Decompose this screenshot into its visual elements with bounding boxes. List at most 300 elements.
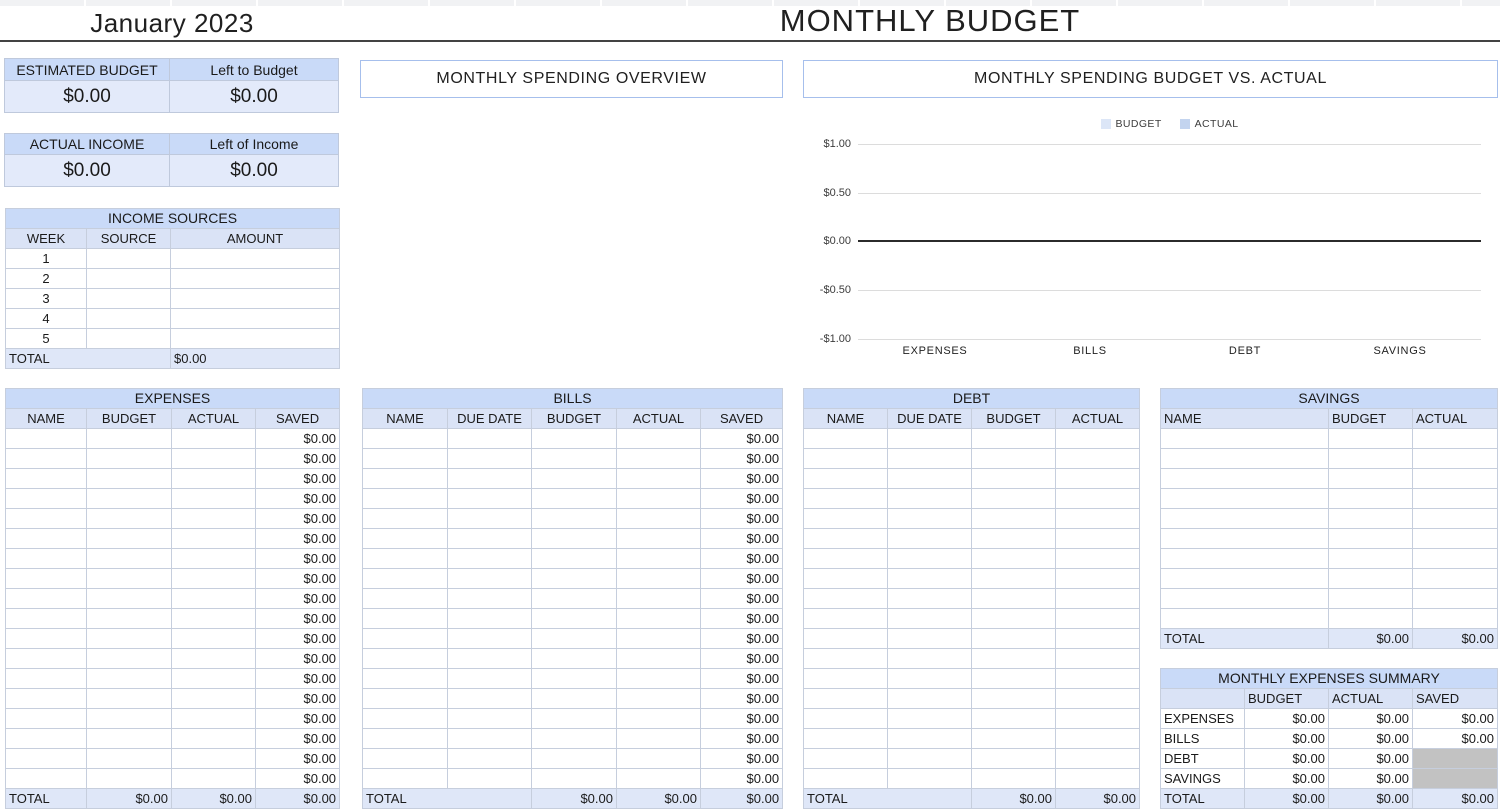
expenses-cell[interactable] <box>172 749 256 769</box>
bills-cell[interactable]: $0.00 <box>701 669 783 689</box>
expenses-cell[interactable] <box>172 709 256 729</box>
debt-cell[interactable] <box>888 629 972 649</box>
expenses-cell[interactable]: $0.00 <box>256 709 340 729</box>
left-of-income-value[interactable]: $0.00 <box>169 154 339 187</box>
bills-cell[interactable] <box>532 489 617 509</box>
bills-cell[interactable] <box>448 449 532 469</box>
bills-cell[interactable] <box>532 709 617 729</box>
income_sources-cell[interactable] <box>87 249 171 269</box>
summary-cell[interactable] <box>1413 769 1498 789</box>
debt-cell[interactable] <box>1056 489 1140 509</box>
bills-total-value[interactable]: $0.00 <box>617 789 701 809</box>
income_sources-cell[interactable] <box>87 269 171 289</box>
debt-cell[interactable] <box>888 649 972 669</box>
income_sources-cell[interactable]: 4 <box>6 309 87 329</box>
bills-cell[interactable] <box>363 549 448 569</box>
bills-cell[interactable] <box>532 629 617 649</box>
bills-cell[interactable] <box>363 769 448 789</box>
savings-cell[interactable] <box>1161 449 1329 469</box>
bills-cell[interactable] <box>532 769 617 789</box>
debt-cell[interactable] <box>888 729 972 749</box>
income_sources-cell[interactable] <box>171 269 340 289</box>
bills-cell[interactable] <box>363 589 448 609</box>
expenses-cell[interactable]: $0.00 <box>256 549 340 569</box>
debt-cell[interactable] <box>972 529 1056 549</box>
debt-cell[interactable] <box>804 749 888 769</box>
debt-cell[interactable] <box>972 509 1056 529</box>
bills-cell[interactable] <box>363 729 448 749</box>
debt-cell[interactable] <box>1056 769 1140 789</box>
income_sources-cell[interactable] <box>87 329 171 349</box>
bills-cell[interactable] <box>448 469 532 489</box>
debt-cell[interactable] <box>888 609 972 629</box>
bills-cell[interactable] <box>532 549 617 569</box>
debt-cell[interactable] <box>972 569 1056 589</box>
debt-cell[interactable] <box>972 709 1056 729</box>
expenses-cell[interactable] <box>6 669 87 689</box>
savings-cell[interactable] <box>1161 569 1329 589</box>
summary-cell[interactable]: EXPENSES <box>1161 709 1245 729</box>
bills-cell[interactable] <box>617 629 701 649</box>
expenses-cell[interactable] <box>172 629 256 649</box>
expenses-cell[interactable] <box>172 509 256 529</box>
bills-cell[interactable] <box>532 449 617 469</box>
savings-cell[interactable] <box>1329 589 1413 609</box>
savings-cell[interactable] <box>1329 469 1413 489</box>
expenses-cell[interactable] <box>6 629 87 649</box>
debt-cell[interactable] <box>888 529 972 549</box>
bills-cell[interactable] <box>617 669 701 689</box>
bills-cell[interactable] <box>532 749 617 769</box>
bills-cell[interactable] <box>617 649 701 669</box>
debt-total-value[interactable]: $0.00 <box>972 789 1056 809</box>
bills-cell[interactable] <box>363 449 448 469</box>
income_sources-cell[interactable]: 3 <box>6 289 87 309</box>
bills-cell[interactable] <box>617 509 701 529</box>
bills-cell[interactable] <box>448 649 532 669</box>
expenses-cell[interactable] <box>6 469 87 489</box>
debt-cell[interactable] <box>804 569 888 589</box>
bills-cell[interactable]: $0.00 <box>701 609 783 629</box>
expenses-cell[interactable]: $0.00 <box>256 489 340 509</box>
summary-cell[interactable]: BILLS <box>1161 729 1245 749</box>
expenses-cell[interactable] <box>172 489 256 509</box>
bills-cell[interactable]: $0.00 <box>701 749 783 769</box>
debt-cell[interactable] <box>804 589 888 609</box>
bills-cell[interactable] <box>363 509 448 529</box>
income_sources-cell[interactable] <box>171 329 340 349</box>
expenses-cell[interactable]: $0.00 <box>256 469 340 489</box>
debt-cell[interactable] <box>1056 589 1140 609</box>
bills-cell[interactable] <box>363 489 448 509</box>
bills-cell[interactable] <box>617 769 701 789</box>
bills-cell[interactable] <box>617 469 701 489</box>
expenses-total-value[interactable]: $0.00 <box>256 789 340 809</box>
income_sources-cell[interactable] <box>87 289 171 309</box>
savings-cell[interactable] <box>1413 429 1498 449</box>
expenses-cell[interactable] <box>6 489 87 509</box>
savings-cell[interactable] <box>1413 549 1498 569</box>
savings-cell[interactable] <box>1329 569 1413 589</box>
expenses-cell[interactable] <box>6 729 87 749</box>
debt-cell[interactable] <box>972 629 1056 649</box>
expenses-cell[interactable]: $0.00 <box>256 689 340 709</box>
expenses-cell[interactable] <box>87 729 172 749</box>
summary-cell[interactable]: $0.00 <box>1329 729 1413 749</box>
debt-cell[interactable] <box>1056 749 1140 769</box>
expenses-cell[interactable] <box>87 509 172 529</box>
bills-cell[interactable]: $0.00 <box>701 689 783 709</box>
expenses-total-value[interactable]: $0.00 <box>87 789 172 809</box>
bills-cell[interactable] <box>363 649 448 669</box>
debt-cell[interactable] <box>972 489 1056 509</box>
summary-cell[interactable]: $0.00 <box>1245 749 1329 769</box>
expenses-cell[interactable] <box>172 589 256 609</box>
expenses-cell[interactable]: $0.00 <box>256 589 340 609</box>
debt-cell[interactable] <box>972 669 1056 689</box>
bills-cell[interactable]: $0.00 <box>701 549 783 569</box>
debt-cell[interactable] <box>1056 729 1140 749</box>
expenses-cell[interactable] <box>172 649 256 669</box>
expenses-cell[interactable]: $0.00 <box>256 749 340 769</box>
debt-cell[interactable] <box>804 509 888 529</box>
debt-cell[interactable] <box>804 769 888 789</box>
expenses-cell[interactable] <box>6 529 87 549</box>
expenses-cell[interactable] <box>87 709 172 729</box>
debt-cell[interactable] <box>804 549 888 569</box>
bills-cell[interactable] <box>532 529 617 549</box>
bills-cell[interactable] <box>363 569 448 589</box>
expenses-cell[interactable]: $0.00 <box>256 429 340 449</box>
debt-cell[interactable] <box>1056 569 1140 589</box>
bills-cell[interactable] <box>448 549 532 569</box>
debt-cell[interactable] <box>888 669 972 689</box>
expenses-cell[interactable]: $0.00 <box>256 449 340 469</box>
bills-cell[interactable] <box>617 549 701 569</box>
bills-cell[interactable] <box>532 569 617 589</box>
expenses-cell[interactable]: $0.00 <box>256 629 340 649</box>
debt-cell[interactable] <box>888 689 972 709</box>
estimated-budget-value[interactable]: $0.00 <box>4 80 170 113</box>
debt-cell[interactable] <box>1056 509 1140 529</box>
savings-cell[interactable] <box>1329 529 1413 549</box>
expenses-cell[interactable]: $0.00 <box>256 569 340 589</box>
summary-cell[interactable]: $0.00 <box>1245 729 1329 749</box>
expenses-cell[interactable] <box>172 669 256 689</box>
bills-cell[interactable] <box>363 629 448 649</box>
bills-cell[interactable] <box>363 669 448 689</box>
expenses-cell[interactable]: $0.00 <box>256 609 340 629</box>
income_sources-cell[interactable]: 5 <box>6 329 87 349</box>
savings-total-value[interactable]: $0.00 <box>1329 629 1413 649</box>
savings-cell[interactable] <box>1329 549 1413 569</box>
debt-cell[interactable] <box>804 649 888 669</box>
bills-cell[interactable] <box>448 569 532 589</box>
debt-cell[interactable] <box>1056 689 1140 709</box>
expenses-cell[interactable] <box>172 769 256 789</box>
debt-cell[interactable] <box>1056 649 1140 669</box>
debt-cell[interactable] <box>888 589 972 609</box>
savings-cell[interactable] <box>1161 609 1329 629</box>
bills-cell[interactable] <box>363 709 448 729</box>
bills-cell[interactable]: $0.00 <box>701 769 783 789</box>
bills-cell[interactable] <box>532 469 617 489</box>
savings-cell[interactable] <box>1161 489 1329 509</box>
bills-cell[interactable] <box>448 669 532 689</box>
debt-cell[interactable] <box>972 729 1056 749</box>
debt-cell[interactable] <box>888 449 972 469</box>
debt-cell[interactable] <box>804 689 888 709</box>
expenses-cell[interactable] <box>87 549 172 569</box>
bills-cell[interactable]: $0.00 <box>701 469 783 489</box>
savings-cell[interactable] <box>1413 589 1498 609</box>
savings-cell[interactable] <box>1413 569 1498 589</box>
debt-cell[interactable] <box>1056 549 1140 569</box>
expenses-cell[interactable] <box>87 629 172 649</box>
expenses-cell[interactable] <box>172 429 256 449</box>
debt-cell[interactable] <box>804 709 888 729</box>
expenses-cell[interactable] <box>6 649 87 669</box>
savings-cell[interactable] <box>1413 469 1498 489</box>
savings-cell[interactable] <box>1161 469 1329 489</box>
debt-cell[interactable] <box>888 489 972 509</box>
expenses-cell[interactable] <box>6 749 87 769</box>
savings-cell[interactable] <box>1161 429 1329 449</box>
debt-cell[interactable] <box>804 429 888 449</box>
bills-cell[interactable] <box>363 529 448 549</box>
bills-cell[interactable] <box>448 489 532 509</box>
debt-cell[interactable] <box>888 469 972 489</box>
bills-cell[interactable] <box>448 709 532 729</box>
expenses-cell[interactable]: $0.00 <box>256 769 340 789</box>
bills-total-value[interactable]: $0.00 <box>701 789 783 809</box>
bills-cell[interactable] <box>617 709 701 729</box>
bills-cell[interactable] <box>617 729 701 749</box>
bills-cell[interactable] <box>448 529 532 549</box>
expenses-cell[interactable] <box>87 569 172 589</box>
debt-cell[interactable] <box>888 549 972 569</box>
bills-cell[interactable] <box>617 449 701 469</box>
expenses-cell[interactable] <box>6 509 87 529</box>
bills-cell[interactable] <box>363 469 448 489</box>
expenses-cell[interactable] <box>172 569 256 589</box>
savings-cell[interactable] <box>1413 449 1498 469</box>
savings-cell[interactable] <box>1329 489 1413 509</box>
bills-cell[interactable] <box>532 609 617 629</box>
income_sources-cell[interactable]: 2 <box>6 269 87 289</box>
expenses-cell[interactable] <box>87 589 172 609</box>
bills-cell[interactable] <box>448 769 532 789</box>
bills-cell[interactable]: $0.00 <box>701 649 783 669</box>
bills-cell[interactable] <box>448 629 532 649</box>
expenses-cell[interactable]: $0.00 <box>256 529 340 549</box>
bills-cell[interactable] <box>617 749 701 769</box>
bills-cell[interactable] <box>532 649 617 669</box>
actual-income-value[interactable]: $0.00 <box>4 154 170 187</box>
summary-cell[interactable]: $0.00 <box>1329 749 1413 769</box>
summary-cell[interactable]: $0.00 <box>1245 709 1329 729</box>
expenses-cell[interactable] <box>87 669 172 689</box>
bills-cell[interactable]: $0.00 <box>701 529 783 549</box>
expenses-cell[interactable] <box>87 769 172 789</box>
bills-cell[interactable] <box>532 589 617 609</box>
debt-cell[interactable] <box>804 489 888 509</box>
summary-cell[interactable]: $0.00 <box>1329 709 1413 729</box>
savings-cell[interactable] <box>1413 509 1498 529</box>
summary-cell[interactable]: $0.00 <box>1245 769 1329 789</box>
debt-cell[interactable] <box>804 669 888 689</box>
debt-cell[interactable] <box>804 529 888 549</box>
bills-cell[interactable] <box>363 689 448 709</box>
bills-cell[interactable] <box>448 429 532 449</box>
savings-cell[interactable] <box>1161 529 1329 549</box>
debt-cell[interactable] <box>804 729 888 749</box>
income_sources-cell[interactable]: 1 <box>6 249 87 269</box>
summary-cell[interactable]: $0.00 <box>1329 769 1413 789</box>
expenses-cell[interactable] <box>6 449 87 469</box>
debt-cell[interactable] <box>972 649 1056 669</box>
bills-cell[interactable] <box>617 569 701 589</box>
bills-cell[interactable] <box>617 689 701 709</box>
summary-cell[interactable]: $0.00 <box>1413 709 1498 729</box>
savings-cell[interactable] <box>1161 509 1329 529</box>
expenses-cell[interactable] <box>172 449 256 469</box>
expenses-cell[interactable] <box>87 749 172 769</box>
bills-cell[interactable] <box>448 509 532 529</box>
debt-cell[interactable] <box>888 749 972 769</box>
savings-cell[interactable] <box>1329 509 1413 529</box>
expenses-cell[interactable] <box>172 729 256 749</box>
bills-cell[interactable] <box>448 689 532 709</box>
expenses-cell[interactable] <box>6 609 87 629</box>
debt-cell[interactable] <box>1056 629 1140 649</box>
debt-cell[interactable] <box>804 469 888 489</box>
savings-total-value[interactable]: $0.00 <box>1413 629 1498 649</box>
summary-total-value[interactable]: $0.00 <box>1329 789 1413 809</box>
bills-cell[interactable] <box>617 589 701 609</box>
debt-cell[interactable] <box>1056 429 1140 449</box>
debt-cell[interactable] <box>888 569 972 589</box>
expenses-cell[interactable] <box>172 609 256 629</box>
expenses-total-value[interactable]: $0.00 <box>172 789 256 809</box>
summary-cell[interactable]: DEBT <box>1161 749 1245 769</box>
debt-cell[interactable] <box>1056 529 1140 549</box>
bills-cell[interactable] <box>363 749 448 769</box>
debt-cell[interactable] <box>972 429 1056 449</box>
bills-cell[interactable] <box>448 749 532 769</box>
debt-cell[interactable] <box>972 449 1056 469</box>
bills-cell[interactable]: $0.00 <box>701 449 783 469</box>
bills-cell[interactable] <box>532 729 617 749</box>
savings-cell[interactable] <box>1413 609 1498 629</box>
debt-cell[interactable] <box>1056 669 1140 689</box>
bills-cell[interactable] <box>448 589 532 609</box>
bills-cell[interactable] <box>617 609 701 629</box>
income_sources-cell[interactable] <box>171 309 340 329</box>
bills-cell[interactable] <box>617 489 701 509</box>
bills-cell[interactable] <box>617 529 701 549</box>
summary-cell[interactable]: $0.00 <box>1413 729 1498 749</box>
debt-cell[interactable] <box>972 469 1056 489</box>
savings-cell[interactable] <box>1413 529 1498 549</box>
expenses-cell[interactable] <box>87 529 172 549</box>
debt-cell[interactable] <box>804 609 888 629</box>
expenses-cell[interactable] <box>6 569 87 589</box>
debt-cell[interactable] <box>972 769 1056 789</box>
savings-cell[interactable] <box>1329 429 1413 449</box>
bills-cell[interactable]: $0.00 <box>701 629 783 649</box>
bills-cell[interactable]: $0.00 <box>701 729 783 749</box>
debt-cell[interactable] <box>1056 709 1140 729</box>
bills-cell[interactable]: $0.00 <box>701 569 783 589</box>
bills-cell[interactable]: $0.00 <box>701 509 783 529</box>
expenses-cell[interactable] <box>172 549 256 569</box>
debt-cell[interactable] <box>888 509 972 529</box>
debt-cell[interactable] <box>1056 609 1140 629</box>
expenses-cell[interactable] <box>87 689 172 709</box>
bills-cell[interactable]: $0.00 <box>701 589 783 609</box>
summary-total-value[interactable]: $0.00 <box>1245 789 1329 809</box>
expenses-cell[interactable] <box>87 609 172 629</box>
expenses-cell[interactable] <box>87 449 172 469</box>
bills-cell[interactable] <box>617 429 701 449</box>
debt-cell[interactable] <box>888 429 972 449</box>
debt-cell[interactable] <box>972 609 1056 629</box>
expenses-cell[interactable] <box>172 469 256 489</box>
expenses-cell[interactable]: $0.00 <box>256 509 340 529</box>
left-to-budget-value[interactable]: $0.00 <box>169 80 339 113</box>
bills-cell[interactable]: $0.00 <box>701 429 783 449</box>
bills-cell[interactable]: $0.00 <box>701 709 783 729</box>
debt-cell[interactable] <box>804 629 888 649</box>
bills-cell[interactable] <box>448 609 532 629</box>
expenses-cell[interactable]: $0.00 <box>256 729 340 749</box>
expenses-cell[interactable] <box>6 589 87 609</box>
expenses-cell[interactable] <box>172 689 256 709</box>
expenses-cell[interactable] <box>6 709 87 729</box>
bills-cell[interactable] <box>448 729 532 749</box>
summary-total-value[interactable]: $0.00 <box>1413 789 1498 809</box>
bills-cell[interactable] <box>532 669 617 689</box>
expenses-cell[interactable] <box>87 489 172 509</box>
expenses-cell[interactable] <box>87 649 172 669</box>
debt-cell[interactable] <box>972 689 1056 709</box>
savings-cell[interactable] <box>1161 589 1329 609</box>
bills-cell[interactable] <box>532 509 617 529</box>
debt-cell[interactable] <box>972 589 1056 609</box>
savings-cell[interactable] <box>1161 549 1329 569</box>
debt-cell[interactable] <box>1056 449 1140 469</box>
income_sources-cell[interactable] <box>171 249 340 269</box>
bills-cell[interactable]: $0.00 <box>701 489 783 509</box>
debt-cell[interactable] <box>888 769 972 789</box>
bills-cell[interactable] <box>363 429 448 449</box>
bills-cell[interactable] <box>532 429 617 449</box>
savings-cell[interactable] <box>1329 609 1413 629</box>
savings-cell[interactable] <box>1413 489 1498 509</box>
summary-cell[interactable] <box>1413 749 1498 769</box>
expenses-cell[interactable] <box>87 469 172 489</box>
income_sources-cell[interactable] <box>87 309 171 329</box>
debt-cell[interactable] <box>1056 469 1140 489</box>
income_sources-cell[interactable] <box>171 289 340 309</box>
debt-total-value[interactable]: $0.00 <box>1056 789 1140 809</box>
debt-cell[interactable] <box>972 749 1056 769</box>
expenses-cell[interactable]: $0.00 <box>256 669 340 689</box>
debt-cell[interactable] <box>804 449 888 469</box>
debt-cell[interactable] <box>888 709 972 729</box>
summary-cell[interactable]: SAVINGS <box>1161 769 1245 789</box>
